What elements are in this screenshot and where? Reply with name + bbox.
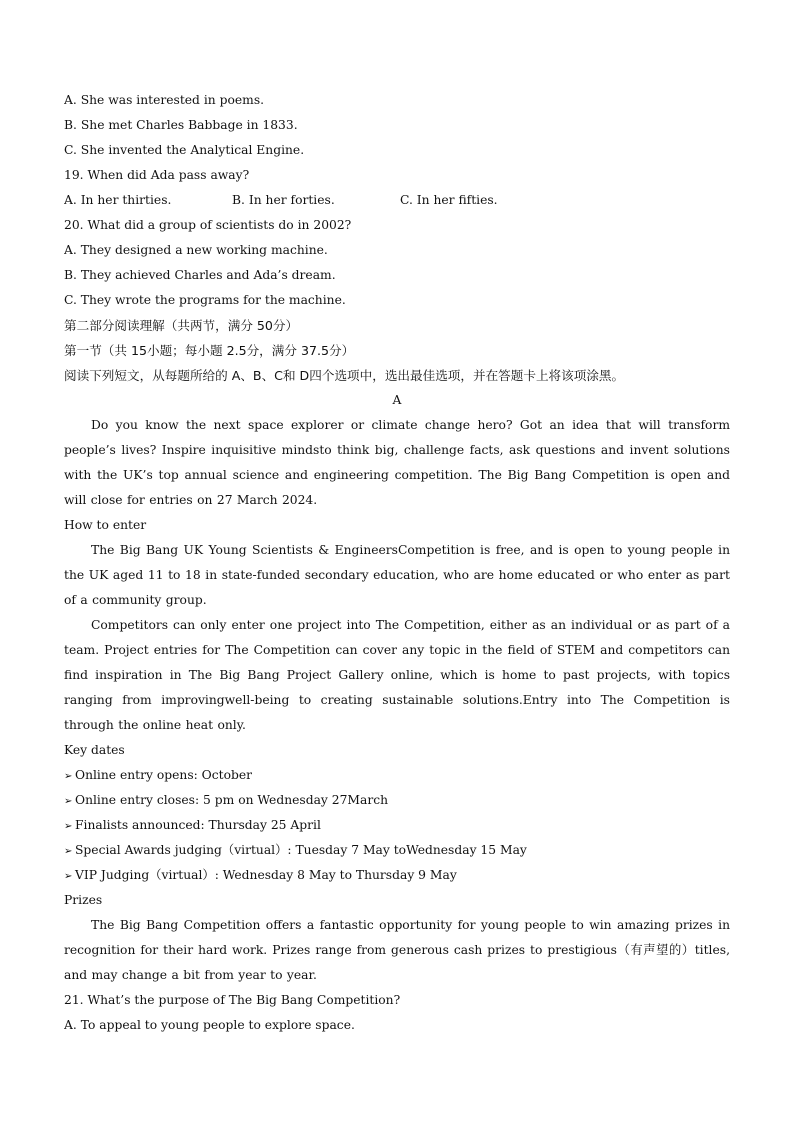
q18-option-a: A. She was interested in poems. [64, 93, 265, 107]
passage-label: A [392, 393, 402, 407]
q19-options [64, 188, 730, 213]
key-date-item [64, 838, 730, 863]
document-page [64, 88, 730, 1038]
q19-option-a: A. In her thirties. [64, 193, 172, 207]
how-to-enter-paragraph-2: Competitors can only enter one project into The Competition, either as an individual or as part of a team. Project entries for The Competition can cover any topic in the field of STEM and competitors can find inspiration in The Big Bang Project Gallery online, which is home to past projects, with topics ranging from improvingwell-being to creating sustainable solutions.Entry into The Competition is through the online heat only. [64, 618, 730, 732]
key-date-text: Online entry closes: 5 pm on Wednesday 27March [75, 793, 389, 807]
part2-instruction: 阅读下列短文，从每题所给的 A、B、C和 D四个选项中，选出最佳选项，并在答题卡上将该项涂黑。 [64, 368, 625, 383]
q19-option-c: C. In her fifties. [400, 193, 498, 207]
key-dates-heading: Key dates [64, 743, 125, 757]
key-date-item [64, 863, 730, 888]
q19-stem: 19. When did Ada pass away? [64, 168, 250, 182]
arrowhead-bullet-icon: ➢ [64, 796, 73, 807]
how-to-enter-heading: How to enter [64, 518, 147, 532]
key-date-item [64, 763, 730, 788]
key-date-text: Finalists announced: Thursday 25 April [75, 818, 321, 832]
q20-stem: 20. What did a group of scientists do in 2002? [64, 218, 352, 232]
arrowhead-bullet-icon: ➢ [64, 846, 73, 857]
key-date-text: VIP Judging（virtual）: Wednesday 8 May to Thursday 9 May [75, 868, 457, 882]
q20-option-c: C. They wrote the programs for the machine. [64, 293, 346, 307]
q18-option-c: C. She invented the Analytical Engine. [64, 143, 305, 157]
key-date-item [64, 788, 730, 813]
key-date-text: Special Awards judging（virtual）: Tuesday 7 May toWednesday 15 May [75, 843, 527, 857]
passage-intro: Do you know the next space explorer or climate change hero? Got an idea that will transform people’s lives? Inspire inquisitive mindsto think big, challenge facts, ask questions and invent solutions with the UK’s top annual science and engineering competition. The Big Bang Competition is open and will close for entries on 27 March 2024. [64, 418, 730, 507]
key-date-text: Online entry opens: October [75, 768, 253, 782]
prizes-heading: Prizes [64, 893, 103, 907]
how-to-enter-paragraph-1: The Big Bang UK Young Scientists & EngineersCompetition is free, and is open to young people in the UK aged 11 to 18 in state-funded secondary education, who are home educated or who enter as part of a community group. [64, 543, 730, 607]
part2-section1-heading: 第一节（共 15小题；每小题 2.5分，满分 37.5分） [64, 343, 355, 358]
q20-option-b: B. They achieved Charles and Ada’s dream. [64, 268, 336, 282]
q21-stem: 21. What’s the purpose of The Big Bang Competition? [64, 993, 401, 1007]
arrowhead-bullet-icon: ➢ [64, 821, 73, 832]
q19-option-b: B. In her forties. [232, 193, 335, 207]
q21-option-a: A. To appeal to young people to explore space. [64, 1018, 355, 1032]
key-date-item [64, 813, 730, 838]
prizes-paragraph: The Big Bang Competition offers a fantastic opportunity for young people to win amazing prizes in recognition for their hard work. Prizes range from generous cash prizes to prestigious（有声望的）titles, and may change a bit from year to year. [64, 918, 730, 982]
q18-option-b: B. She met Charles Babbage in 1833. [64, 118, 298, 132]
part2-heading: 第二部分阅读理解（共两节，满分 50分） [64, 318, 299, 333]
arrowhead-bullet-icon: ➢ [64, 871, 73, 882]
q20-option-a: A. They designed a new working machine. [64, 243, 328, 257]
arrowhead-bullet-icon: ➢ [64, 771, 73, 782]
